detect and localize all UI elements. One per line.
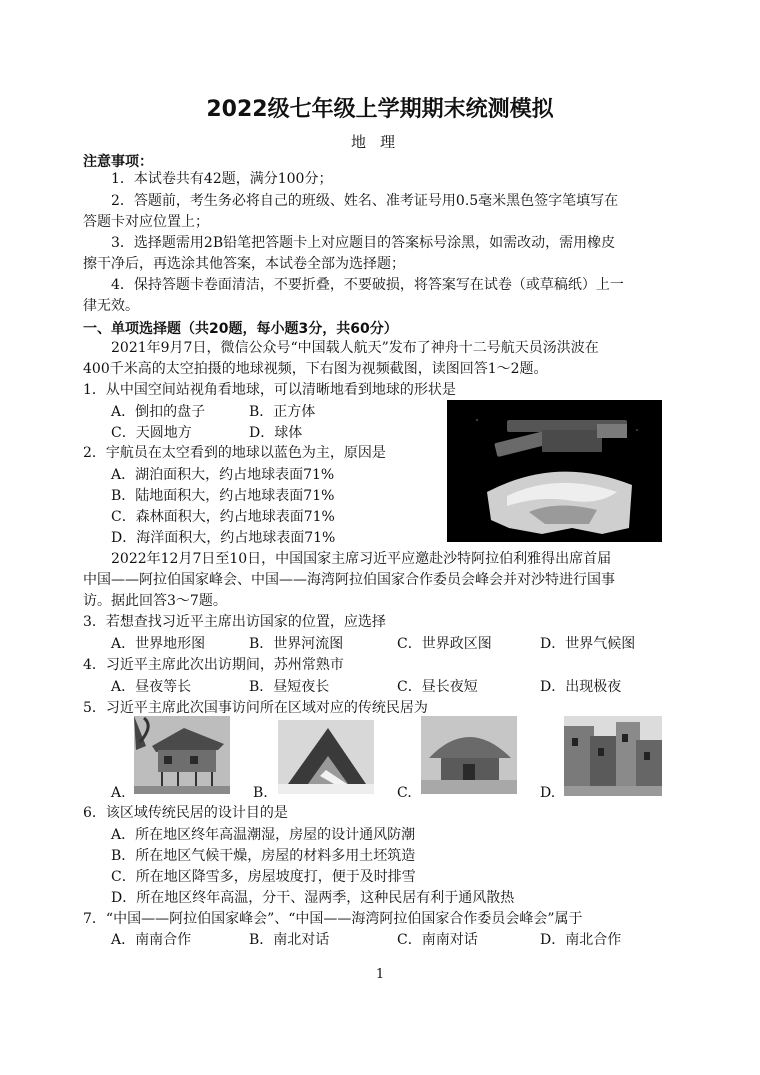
- q4-option-b: B．昼短夜长: [249, 679, 330, 695]
- q5-option-c: C.: [397, 785, 412, 801]
- q5-option-d: D.: [540, 785, 556, 801]
- q1-option-a: A．倒扣的盘子: [111, 404, 206, 420]
- q3-option-d: D．世界气候图: [540, 636, 636, 652]
- q6-option-c: C．所在地区降雪多，房屋坡度打，便于及时排雪: [111, 869, 416, 885]
- intro-text: 中国——阿拉伯国家峰会、中国——海湾阿拉伯国家合作委员会峰会并对沙特进行国事: [83, 572, 615, 588]
- q2-option-c: C．森林面积大，约占地球表面71%: [111, 509, 335, 525]
- notice-item: 3．选择题需用2B铅笔把答题卡上对应题目的答案标号涂黑，如需改动，需用橡皮: [111, 235, 616, 251]
- page-title: 2022级七年级上学期期末统测模拟: [206, 97, 554, 122]
- q2-option-a: A．湖泊面积大，约占地球表面71%: [111, 467, 335, 483]
- intro-text: 2021年9月7日，微信公众号“中国载人航天”发布了神舟十二号航天员汤洪波在: [111, 340, 599, 356]
- notice-item: 2．答题前，考生务必将自己的班级、姓名、准考证号用0.5毫米黑色签字笔填写在: [111, 193, 619, 209]
- question-2-stem: 2．宇航员在太空看到的地球以蓝色为主，原因是: [83, 445, 386, 461]
- question-6-stem: 6．该区域传统民居的设计目的是: [83, 805, 288, 821]
- question-5-stem: 5．习近平主席此次国事访问所在区域对应的传统民居为: [83, 700, 428, 716]
- stilt-house-image: [134, 716, 230, 794]
- q1-option-b: B．正方体: [249, 404, 316, 420]
- q3-option-b: B．世界河流图: [249, 636, 344, 652]
- earth-from-space-image: [447, 400, 662, 542]
- notice-heading: 注意事项：: [83, 154, 153, 170]
- mud-brick-house-image: [564, 716, 662, 796]
- q7-option-c: C．南南对话: [397, 932, 478, 948]
- subject-title: 地理: [350, 133, 409, 151]
- q3-option-c: C．世界政区图: [397, 636, 492, 652]
- q2-option-d: D．海洋面积大，约占地球表面71%: [111, 530, 336, 546]
- thatched-hut-image: [421, 716, 517, 794]
- section-heading: 一、单项选择题（共20题，每小题3分，共60分）: [83, 321, 398, 337]
- question-3-stem: 3．若想查找习近平主席出访国家的位置，应选择: [83, 614, 386, 630]
- q4-option-d: D．出现极夜: [540, 679, 622, 695]
- q4-option-c: C．昼长夜短: [397, 679, 478, 695]
- q2-option-b: B．陆地面积大，约占地球表面71%: [111, 488, 335, 504]
- q6-option-a: A．所在地区终年高温潮湿，房屋的设计通风防潮: [111, 827, 416, 843]
- notice-item: 4．保持答题卡卷面清洁，不要折叠，不要破损，将答案写在试卷（或草稿纸）上一: [111, 277, 624, 293]
- a-frame-house-image: [278, 720, 374, 794]
- q6-option-b: B．所在地区气候干燥，房屋的材料多用土坯筑造: [111, 848, 416, 864]
- intro-text: 2022年12月7日至10日，中国国家主席习近平应邀赴沙特阿拉伯利雅得出席首届: [111, 551, 612, 567]
- q1-option-c: C．天圆地方: [111, 425, 192, 441]
- intro-text: 400千米高的太空拍摄的地球视频，下右图为视频截图，读图回答1～2题。: [83, 361, 548, 377]
- q4-option-a: A．昼夜等长: [111, 679, 192, 695]
- question-7-stem: 7．“中国——阿拉伯国家峰会”、“中国——海湾阿拉伯国家合作委员会峰会”属于: [83, 911, 583, 927]
- q5-option-a: A.: [111, 785, 126, 801]
- q7-option-d: D．南北合作: [540, 932, 622, 948]
- q5-option-b: B.: [253, 785, 268, 801]
- page-number: 1: [375, 967, 385, 982]
- q3-option-a: A．世界地形图: [111, 636, 206, 652]
- question-1-stem: 1．从中国空间站视角看地球，可以清晰地看到地球的形状是: [83, 382, 456, 398]
- notice-item: 擦干净后，再选涂其他答案，本试卷全部为选择题；: [83, 256, 405, 272]
- question-4-stem: 4．习近平主席此次出访期间，苏州常熟市: [83, 657, 344, 673]
- intro-text: 访。据此回答3～7题。: [83, 593, 227, 609]
- q1-option-d: D．球体: [249, 425, 303, 441]
- notice-item: 1．本试卷共有42题，满分100分；: [111, 171, 333, 187]
- notice-item: 答题卡对应位置上；: [83, 214, 209, 230]
- notice-item: 律无效。: [83, 298, 139, 314]
- q6-option-d: D．所在地区终年高温，分干、湿两季，这种民居有利于通风散热: [111, 890, 515, 906]
- q7-option-b: B．南北对话: [249, 932, 330, 948]
- q7-option-a: A．南南合作: [111, 932, 192, 948]
